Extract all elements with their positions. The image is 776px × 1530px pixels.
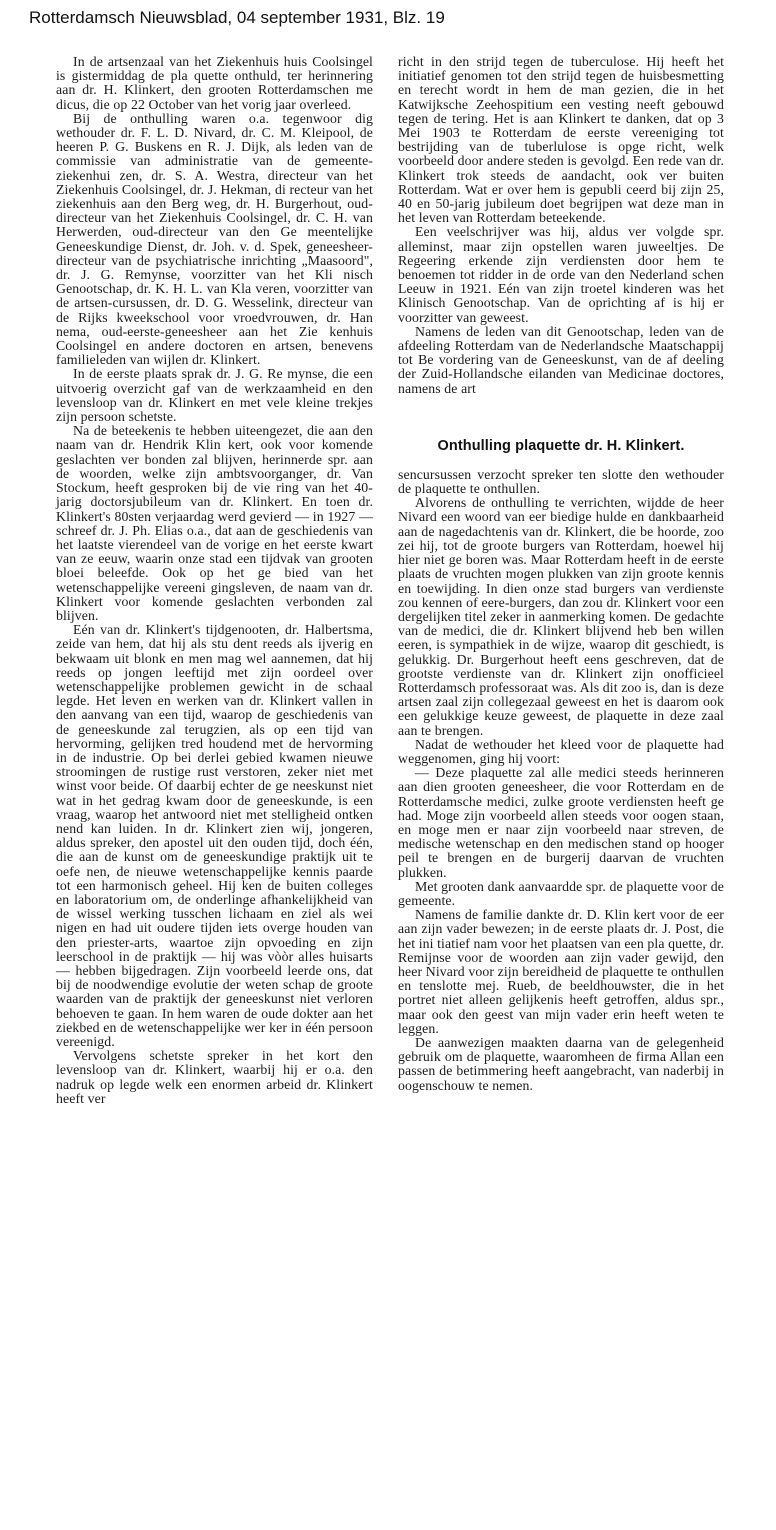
article-paragraph: Namens de leden van dit Genootschap, leden van de afdeeling Rotterdam van de Nederlandsche Maatschappij tot Be vordering van de Geneeskunst, van de af deeling der Zuid-Hollandsche eilanden van Medicinae doctores, namens de art — [398, 323, 724, 396]
article-paragraph: — Deze plaquette zal alle medici steeds herinneren aan dien grooten geneesheer, die voor Rotterdam en de Rotterdamsche medici, zulke groote verdiensten heeft ge had. Moge zijn voorbeeld allen steeds voor oogen staan, en moge men er naar zijn voorbeeld naar streven, de medische wetenschap en den medischen stand op hooger peil te brengen en de burgerij daarvan de vruchten plukken. — [398, 765, 724, 880]
article-paragraph: Bij de onthulling waren o.a. tegenwoor dig wethouder dr. F. L. D. Nivard, dr. C. M. Kleipool, de heeren P. G. Buskens en R. J. Dijk, als leden van de commissie van administratie van de gemeente-ziekenhui zen, dr. S. A. Westra, directeur van het Ziekenhuis Coolsingel, dr. J. Hekman, di recteur van het ziekenhuis aan den Berg weg, dr. H. Burgerhout, oud-directeur van het Ziekenhuis Coolsingel, dr. C. H. van Herwerden, oud-directeur van den Ge meentelijke Geneeskundige Dienst, dr. Joh. v. d. Spek, geneesheer-directeur van de psychiatrische inrichting „Maasoord", dr. J. G. Remynse, voorzitter van het Kli nisch Genootschap, dr. K. H. L. van Kla veren, voorzitter van de artsen-cursussen, dr. D. G. Wesselink, directeur van de Rijks kweekschool voor vroedvrouwen, dr. Han nema, oud-eerste-geneesheer aan het Zie kenhuis Coolsingel en andere doctoren en artsen, benevens familieleden van wijlen dr. Klinkert. — [56, 110, 373, 368]
article-paragraph: De aanwezigen maakten daarna van de gelegenheid gebruik om de plaquette, waaromheen de firma Allan een passen de betimmering heeft aangebracht, van naderbij in oogenschouw te nemen. — [398, 1035, 724, 1093]
article-paragraph: In de eerste plaats sprak dr. J. G. Re mynse, die een uitvoerig overzicht gaf van de werkzaamheid en den levensloop van dr. Klinkert en met vele kleine trekjes zijn persoon schetste. — [56, 366, 373, 425]
article-paragraph: Vervolgens schetste spreker in het kort den levensloop van dr. Klinkert, waarbij hij er o.a. den nadruk op legde welk een enormen arbeid dr. Klinkert heeft ver — [56, 1048, 373, 1106]
newspaper-source-header: Rotterdamsch Nieuwsblad, 04 september 1931, Blz. 19 — [29, 8, 445, 27]
article-paragraph: richt in den strijd tegen de tuberculose. Hij heeft het initiatief genomen tot den strijd tegen de huisbesmetting en terecht wordt in hem de man gezien, die in het Katwijksche Zeehospitium een vesting neeft gebouwd tegen de tering. Het is aan Klinkert te danken, dat op 3 Mei 1903 te Rotterdam de eerste vereeniging tot bestrijding van de tuberlulose is opge richt, welk voorbeeld door andere steden is gevolgd. Een rede van dr. Klinkert trok steeds de aandacht, ook ver buiten Rotterdam. Wat er over hem is gepubli ceerd bij zijn 25, 40 en 50-jarig jubileum doet begrijpen wat deze man in het leven van Rotterdam beteekende. — [398, 54, 724, 226]
article-left-column — [56, 55, 373, 1106]
section-subheading: Onthulling plaquette dr. H. Klinkert. — [437, 437, 685, 454]
article-paragraph: Eén van dr. Klinkert's tijdgenooten, dr. Halbertsma, zeide van hem, dat hij als stu dent reeds als ijverig en bekwaam uit blonk en men mag wel aannemen, dat hij reeds op jongen leeftijd met zijn oordeel over wetenschappelijke problemen gewicht in de schaal legde. Het leven en werken van dr. Klinkert vallen in den aanvang van een tijd, waarop de geschiedenis van de geneeskunde zal terugzien, als op een tijd van hervorming, gelijken tred houdend met de hervorming in de industrie. Op bei derlei gebied kwamen nieuwe stroomingen de rustige rust verstoren, zeker niet met winst voor beide. Of daarbij echter de ge neeskunst niet wat in het gedrag kwam door de geneeskunde, is een vraag, waarop het antwoord niet met stelligheid ontken nend kan luiden. In dr. Klinkert zien wij, jongeren, aldus spreker, den apostel uit den ouden tijd, doch één, die aan de kunst om de geneeskundige praktijk uit te oefe nen, de nieuwe wetenschappelijke kennis paarde tot een harmonisch geheel. Hij ken de buiten colleges en laboratorium om, de onderlinge afhankelijkheid van de wissel werking tusschen lichaam en ziel als wei nigen en had uit oudere tijden iets overge houden van den priester-arts, waartoe zijn opvoeding en zijn leerschool in de praktijk — hij was vòòr alles huisarts — hebben bijgedragen. Zijn voorbeeld leerde ons, dat bij de noodwendige evolutie der weten schap de groote waarden van de praktijk der geneeskunst niet verloren behoeven te gaan. In hem waren de oude dokter aan het ziekbed en de wetenschappelijke wer ker in één persoon vereenigd. — [56, 622, 373, 1050]
article-paragraph: Nadat de wethouder het kleed voor de plaquette had weggenomen, ging hij voort: — [398, 736, 724, 766]
article-paragraph: In de artsenzaal van het Ziekenhuis huis Coolsingel is gistermiddag de pla quette onthuld, ter herinnering aan dr. H. Klinkert, den grooten Rotterdamschen me dicus, die op 22 October van het vorig jaar overleed. — [56, 54, 373, 112]
article-paragraph: Na de beteekenis te hebben uiteengezet, die aan den naam van dr. Hendrik Klin kert, ook voor komende geslachten ver bonden zal blijven, herinnerde spr. aan de woorden, welke zijn ambtsvoorganger, dr. Van Stockum, heeft gesproken bij de vie ring van het 40-jarig doctorsjubileum van dr. Klinkert. En toen dr. Klinkert's 80sten verjaardag werd gevierd — in 1927 — schreef dr. J. Ph. Elias o.a., dat aan de geschiedenis van het laatste vierendeel van de vorige en het eerste kwart van ze eeuw, waarin onze stad een tijdvak van grooten bloei beleefde. Ook op het ge bied van het wetenschappelijke vereeni gingsleven, de naam van dr. Klinkert voor komende geslachten verbonden zal blijven. — [56, 423, 373, 623]
article-paragraph: Alvorens de onthulling te verrichten, wijdde de heer Nivard een woord van eer biedige hulde en dankbaarheid aan de nagedachtenis van dr. Klinkert, die be hoorde, zoo zei hij, tot de groote burgers van Rotterdam, hoewel hij hier niet ge boren was. Maar Rotterdam heeft in de eerste plaats de vruchten mogen plukken van zijn groote kennis en toewijding. In dien onze stad burgers van verdienste zou kennen of eere-burgers, dan zou dr. Klinkert voor een dergelijken titel zeker in aanmerking komen. De gedachte van de medici, die dr. Klinkert blijvend heb ben willen eeren, is sympathiek in de wijze, waarop dit geschiedt, is gelukkig. Dr. Burgerhout heeft eens geschreven, dat de grootste verdienste van dr. Klinkert zijn onofficieel Rotterdamsch professoraat was. Als dit zoo is, dan is deze artsen zaal zijn collegezaal geweest en het is daarom ook een gelukkige keuze geweest, de plaquette in deze zaal aan te brengen. — [398, 495, 724, 738]
article-right-column — [398, 55, 724, 1093]
article-paragraph: Een veelschrijver was hij, aldus ver volgde spr. alleminst, maar zijn opstellen waren juweeltjes. De Regeering erkende zijn verdiensten door hem te benoemen tot ridder in de orde van den Nederland schen Leeuw in 1921. Eén van zijn troetel kinderen was het Klinisch Genootschap. Van de oprichting af is hij er voorzitter van geweest. — [398, 224, 724, 325]
article-paragraph: sencursussen verzocht spreker ten slotte den wethouder de plaquette te onthullen. — [398, 466, 724, 497]
section-gap — [398, 396, 724, 438]
article-paragraph: Met grooten dank aanvaardde spr. de plaquette voor de gemeente. — [398, 878, 724, 908]
article-paragraph: Namens de familie dankte dr. D. Klin kert voor de eer aan zijn vader bewezen; in de eerste plaats dr. J. Post, die het ini tiatief nam voor het plaatsen van een pla quette, dr. Remijnse voor de woorden aan zijn vader gewijd, den heer Nivard voor zijn bereidheid de plaquette te onthullen en tenslotte mej. Rueb, de beeldhouwster, die in het portret niet alleen gelijkenis heeft getroffen, aldus spr., maar ook den geest van mijn vader erin heeft weten te leggen. — [398, 907, 725, 1036]
